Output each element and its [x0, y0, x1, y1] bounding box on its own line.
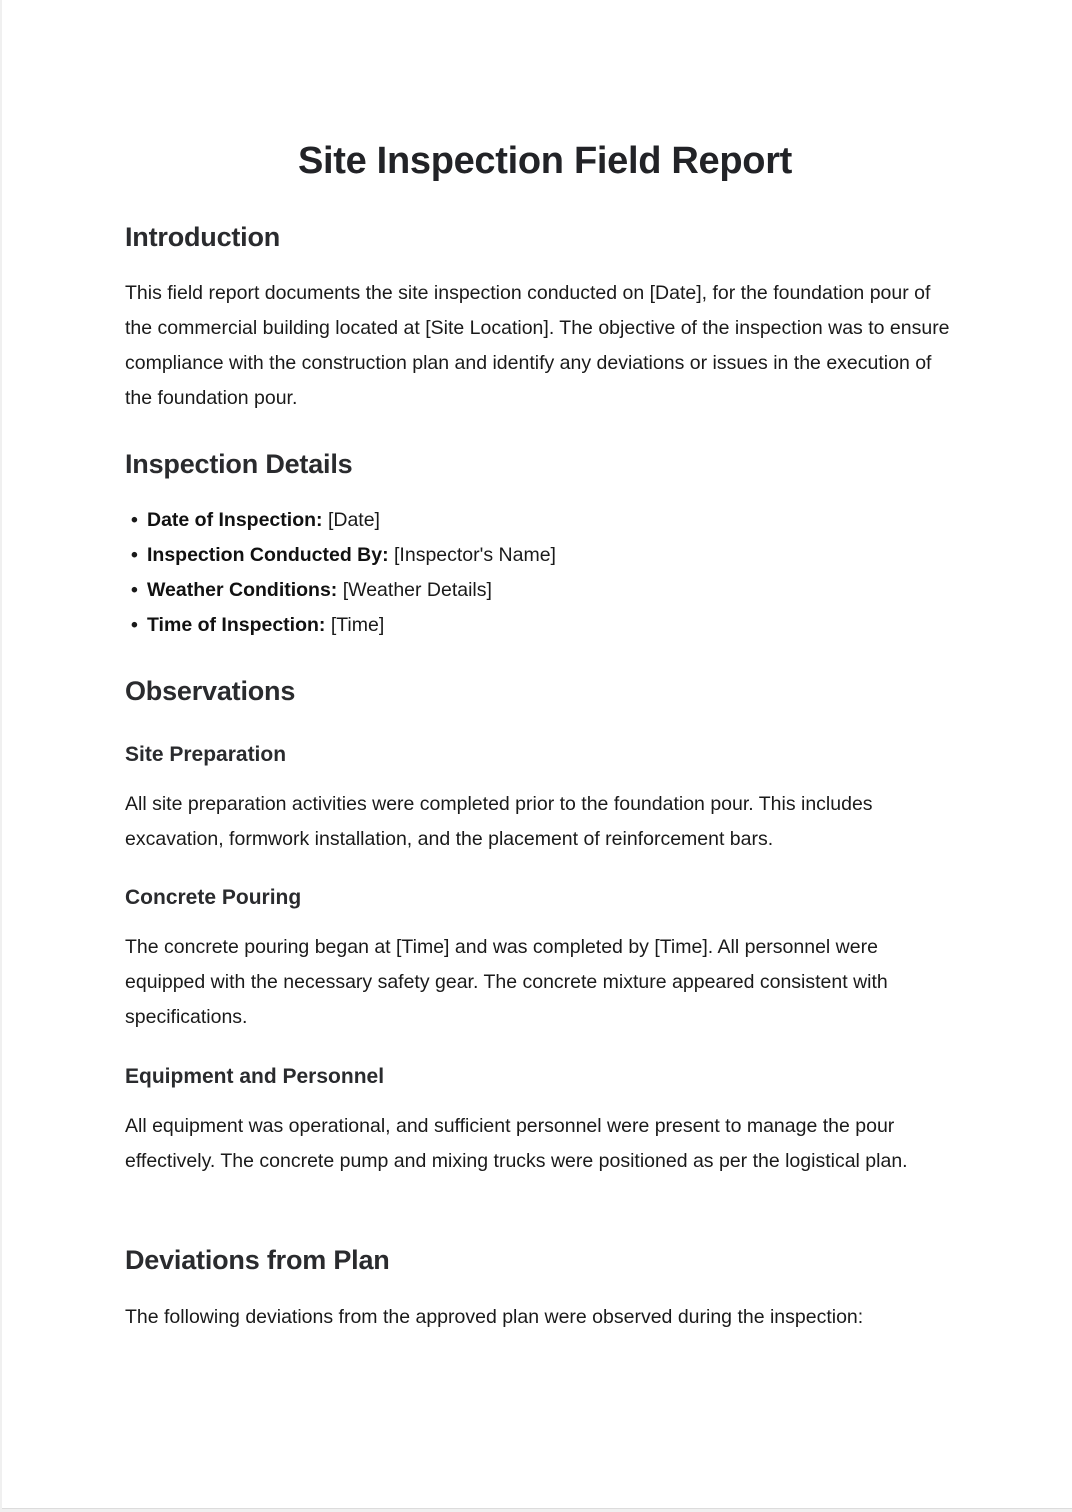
inspection-details-list: [125, 503, 556, 643]
list-item: [125, 538, 556, 573]
list-item: [125, 573, 556, 608]
detail-label: Weather Conditions:: [147, 579, 338, 601]
detail-value: [Weather Details]: [342, 579, 492, 601]
deviations-paragraph: The following deviations from the approved plan were observed during the inspection:: [125, 1306, 864, 1328]
subsection-heading-concrete-pouring: Concrete Pouring: [125, 886, 302, 909]
bullet-icon: •: [131, 579, 138, 601]
detail-label: Inspection Conducted By:: [147, 544, 389, 566]
site-preparation-paragraph: All site preparation activities were completed prior to the foundation pour. This includes excavation, formwork installation, and the placement of reinforcement bars.: [125, 793, 873, 850]
list-item: [125, 503, 556, 538]
page-title: Site Inspection Field Report: [297, 140, 793, 182]
section-heading-observations: Observations: [125, 676, 296, 706]
introduction-paragraph: This field report documents the site inspection conducted on [Date], for the foundation pour of the commercial building located at [Site Location]. The objective of the inspection was to ensure compliance with the construction plan and identify any deviations or issues in the execution of the foundation pour.: [125, 282, 950, 409]
subsection-heading-equipment-personnel: Equipment and Personnel: [125, 1065, 385, 1088]
detail-value: [Inspector's Name]: [394, 544, 556, 566]
equipment-personnel-paragraph: All equipment was operational, and sufficient personnel were present to manage the pour effectively. The concrete pump and mixing trucks were positioned as per the logistical plan.: [125, 1115, 908, 1172]
bullet-icon: •: [131, 614, 138, 636]
bullet-icon: •: [131, 509, 138, 531]
detail-value: [Time]: [330, 614, 385, 636]
section-heading-inspection-details: Inspection Details: [125, 449, 353, 479]
list-item: [125, 608, 556, 643]
subsection-heading-site-preparation: Site Preparation: [125, 743, 287, 766]
detail-value: [Date]: [327, 509, 380, 531]
section-heading-deviations: Deviations from Plan: [125, 1245, 390, 1275]
section-heading-introduction: Introduction: [125, 222, 281, 252]
bullet-icon: •: [131, 544, 138, 566]
concrete-pouring-paragraph: The concrete pouring began at [Time] and was completed by [Time]. All personnel were equipped with the necessary safety gear. The concrete mixture appeared consistent with specifications.: [125, 936, 888, 1028]
detail-label: Date of Inspection:: [147, 509, 323, 531]
document-page: [2, 0, 1072, 1509]
detail-label: Time of Inspection:: [147, 614, 326, 636]
